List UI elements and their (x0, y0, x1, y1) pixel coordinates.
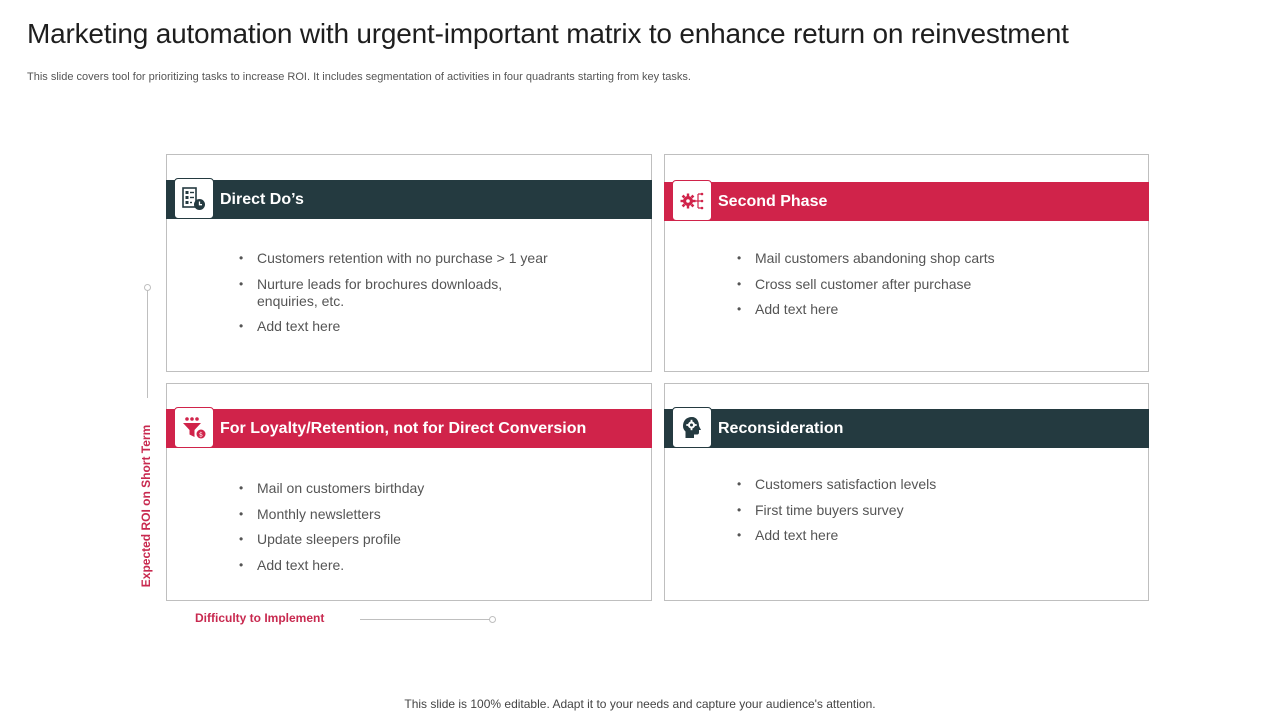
list-item: • Cross sell customer after purchase (737, 276, 1097, 293)
x-axis-line (360, 619, 490, 620)
quadrant-header (664, 182, 1149, 221)
list-item: • Monthly newsletters (239, 506, 559, 523)
quadrant-list (239, 250, 559, 344)
quadrant-label: Reconsideration (718, 419, 844, 437)
quadrant-header (166, 180, 652, 219)
slide-subtitle: This slide covers tool for prioritizing tasks to increase ROI. It includes segmentation of activities in four quadrants starting from key tasks. (27, 71, 691, 83)
list-item: • Nurture leads for brochures downloads, enquiries, etc. (239, 276, 559, 310)
x-axis-dot (489, 616, 496, 623)
slide-title: Marketing automation with urgent-important matrix to enhance return on reinvestment (27, 18, 1069, 49)
list-item: • Customers retention with no purchase > 1 year (239, 250, 559, 267)
quadrant-list (239, 480, 559, 582)
quadrant-header (664, 409, 1149, 448)
gear-network-icon (672, 180, 712, 221)
list-item: • First time buyers survey (737, 502, 1097, 519)
checklist-clock-icon (174, 178, 214, 219)
quadrant-direct-dos (166, 154, 652, 372)
quadrant-label: Direct Do’s (220, 190, 304, 208)
funnel-coin-icon (174, 407, 214, 448)
svg-text:$: $ (198, 430, 204, 438)
list-item: • Add text here (737, 301, 1097, 318)
y-axis-label: Expected ROI on Short Term (139, 424, 153, 588)
list-item: • Add text here. (239, 557, 559, 574)
list-item: • Customers satisfaction levels (737, 476, 1097, 493)
list-item: • Add text here (239, 318, 559, 335)
quadrant-reconsideration (664, 383, 1149, 601)
quadrant-list (737, 476, 1097, 553)
quadrant-list (737, 250, 1097, 327)
list-item: • Update sleepers profile (239, 531, 559, 548)
x-axis-label: Difficulty to Implement (195, 611, 325, 625)
list-item: • Add text here (737, 527, 1097, 544)
quadrant-header (166, 409, 652, 448)
quadrant-second-phase (664, 154, 1149, 372)
list-item: • Mail on customers birthday (239, 480, 559, 497)
list-item: • Mail customers abandoning shop carts (737, 250, 1097, 267)
quadrant-loyalty-retention (166, 383, 652, 601)
quadrant-label: Second Phase (718, 192, 828, 210)
footer-note: This slide is 100% editable. Adapt it to your needs and capture your audience's attention. (404, 697, 876, 711)
quadrant-label: For Loyalty/Retention, not for Direct Conversion (220, 419, 587, 437)
head-gear-icon (672, 407, 712, 448)
y-axis-line (147, 290, 148, 398)
